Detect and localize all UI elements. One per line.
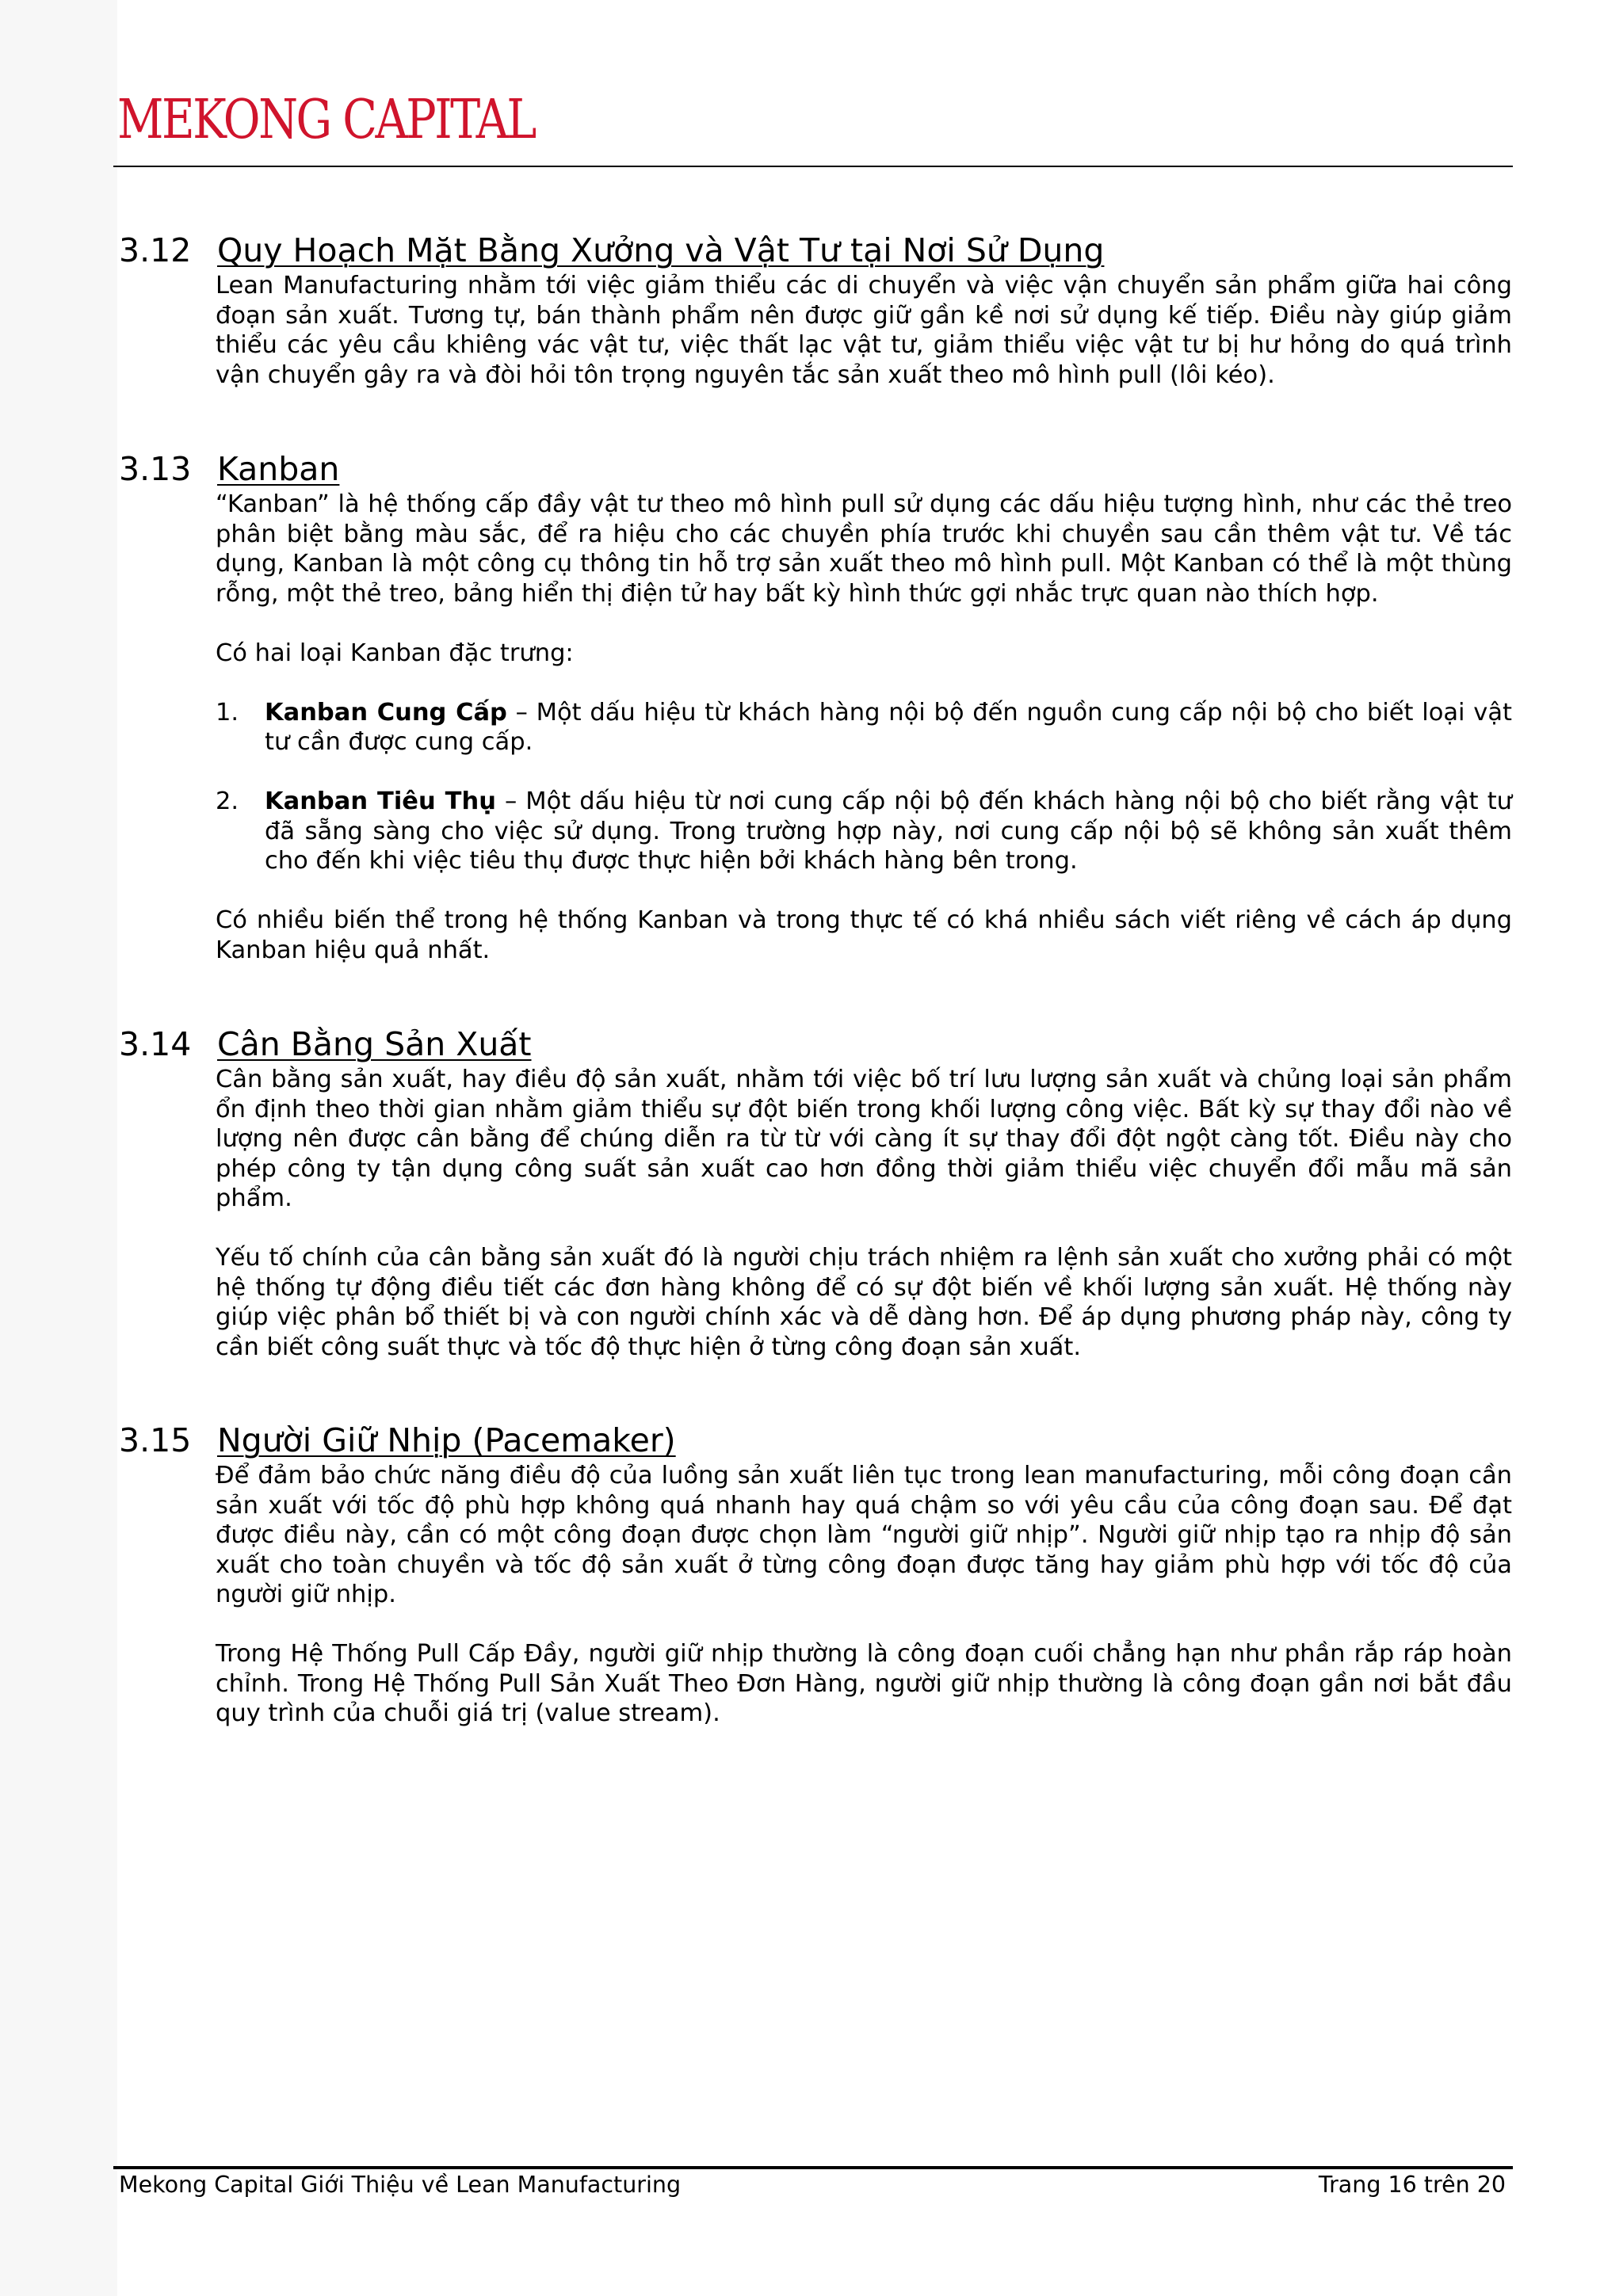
- paragraph: Trong Hệ Thống Pull Cấp Đầy, người giữ nhịp thường là công đoạn cuối chẳng hạn như phần rắp ráp hoàn chỉnh. Trong Hệ Thống Pull Sản Xuất Theo Đơn Hàng, người giữ nhịp thường là công đoạn gần nơi bắt đầu quy trình của chuỗi giá trị (value stream).: [216, 1640, 1512, 1727]
- section-title: Người Giữ Nhịp (Pacemaker): [217, 1421, 676, 1459]
- paragraph: “Kanban” là hệ thống cấp đầy vật tư theo mô hình pull sử dụng các dấu hiệu tượng hình, như các thẻ treo phân biệt bằng màu sắc, để ra hiệu cho các chuyền phía trước khi chuyền sau cần thêm vật tư. Về tác dụng, Kanban là một công cụ thông tin hỗ trợ sản xuất theo mô hình pull. Một Kanban có thể là một thùng rỗng, một thẻ treo, bảng hiển thị điện tử hay bất kỳ hình thức gợi nhắc trực quan nào thích hợp.: [216, 490, 1512, 608]
- page-margin-shade: [0, 0, 117, 2296]
- section-number: 3.13: [119, 450, 192, 488]
- paragraph: Có nhiều biến thể trong hệ thống Kanban và trong thực tế có khá nhiều sách viết riêng về cách áp dụng Kanban hiệu quả nhất.: [216, 906, 1512, 964]
- section-heading: [119, 448, 1514, 490]
- section-number: 3.12: [119, 231, 192, 269]
- section-heading: [119, 1024, 1514, 1065]
- section-3-14: [119, 1024, 1514, 1362]
- section-number: 3.14: [119, 1025, 192, 1063]
- section-body: [216, 490, 1512, 965]
- section-body: [216, 1461, 1512, 1729]
- list-item-term: Kanban Tiêu Thụ: [265, 788, 496, 815]
- list-item: [216, 698, 1512, 757]
- section-body: [216, 1065, 1512, 1362]
- section-number: 3.15: [119, 1421, 192, 1459]
- section-title: Quy Hoạch Mặt Bằng Xưởng và Vật Tư tại Nơi Sử Dụng: [217, 231, 1105, 269]
- section-title: Kanban: [217, 450, 340, 488]
- paragraph: Để đảm bảo chức năng điều độ của luồng sản xuất liên tục trong lean manufacturing, mỗi công đoạn cần sản xuất với tốc độ phù hợp không quá nhanh hay quá chậm so với yêu cầu của công đoạn sau. Để đạt được điều này, cần có một công đoạn được chọn làm “người giữ nhịp”. Người giữ nhịp tạo ra nhịp độ sản xuất cho toàn chuyền và tốc độ sản xuất ở từng công đoạn được tăng hay giảm phù hợp với tốc độ của người giữ nhịp.: [216, 1462, 1512, 1608]
- paragraph: Cân bằng sản xuất, hay điều độ sản xuất, nhằm tới việc bố trí lưu lượng sản xuất và chủng loại sản phẩm ổn định theo thời gian nhằm giảm thiểu sự đột biến trong khối lượng công việc. Bất kỳ sự thay đổi nào về lượng nên được cân bằng để chúng diễn ra từ từ với càng ít sự thay đổi đột ngột càng tốt. Điều này cho phép công ty tận dụng công suất sản xuất cao hơn đồng thời giảm thiểu việc chuyển đổi mẫu mã sản phẩm.: [216, 1066, 1512, 1212]
- kanban-types-list: [216, 698, 1512, 876]
- list-item-number: 1.: [216, 698, 239, 727]
- mekong-capital-logo: MEKONG CAPITAL: [117, 89, 535, 151]
- list-item-number: 2.: [216, 788, 239, 815]
- list-item-text: – Một dấu hiệu từ khách hàng nội bộ đến nguồn cung cấp nội bộ cho biết loại vật tư cần được cung cấp.: [265, 698, 1512, 756]
- section-3-15: [119, 1420, 1514, 1729]
- section-body: [216, 271, 1512, 390]
- footer-page-number: Trang 16 trên 20: [1318, 2172, 1506, 2198]
- header-divider: [113, 166, 1513, 167]
- list-item-text: – Một dấu hiệu từ nơi cung cấp nội bộ đến khách hàng nội bộ cho biết rằng vật tư đã sẵng sàng cho việc sử dụng. Trong trường hợp này, nơi cung cấp nội bộ sẽ không sản xuất thêm cho đến khi việc tiêu thụ được thực hiện bởi khách hàng bên trong.: [265, 788, 1512, 875]
- paragraph: Lean Manufacturing nhằm tới việc giảm thiểu các di chuyển và việc vận chuyển sản phẩm giữa hai công đoạn sản xuất. Tương tự, bán thành phẩm nên được giữ gần kề nơi sử dụng kế tiếp. Điều này giúp giảm thiểu các yêu cầu khiêng vác vật tư, việc thất lạc vật tư, giảm thiểu việc vật tư bị hư hỏng do quá trình vận chuyển gây ra và đòi hỏi tôn trọng nguyên tắc sản xuất theo mô hình pull (lôi kéo).: [216, 272, 1512, 389]
- section-3-13: [119, 448, 1514, 965]
- section-heading: [119, 1420, 1514, 1461]
- section-heading: [119, 230, 1514, 271]
- section-3-12: [119, 230, 1514, 390]
- footer-document-title: Mekong Capital Giới Thiệu về Lean Manufacturing: [119, 2172, 682, 2198]
- list-item-term: Kanban Cung Cấp: [265, 698, 507, 727]
- paragraph: Có hai loại Kanban đặc trưng:: [216, 639, 574, 667]
- footer-divider: [113, 2166, 1513, 2169]
- section-title: Cân Bằng Sản Xuất: [217, 1025, 532, 1063]
- list-item: [216, 787, 1512, 876]
- paragraph: Yếu tố chính của cân bằng sản xuất đó là người chịu trách nhiệm ra lệnh sản xuất cho xưởng phải có một hệ thống tự động điều tiết các đơn hàng không để có sự đột biến về khối lượng sản xuất. Hệ thống này giúp việc phân bổ thiết bị và con người chính xác và dễ dàng hơn. Để áp dụng phương pháp này, công ty cần biết công suất thực và tốc độ thực hiện ở từng công đoạn sản xuất.: [216, 1244, 1512, 1361]
